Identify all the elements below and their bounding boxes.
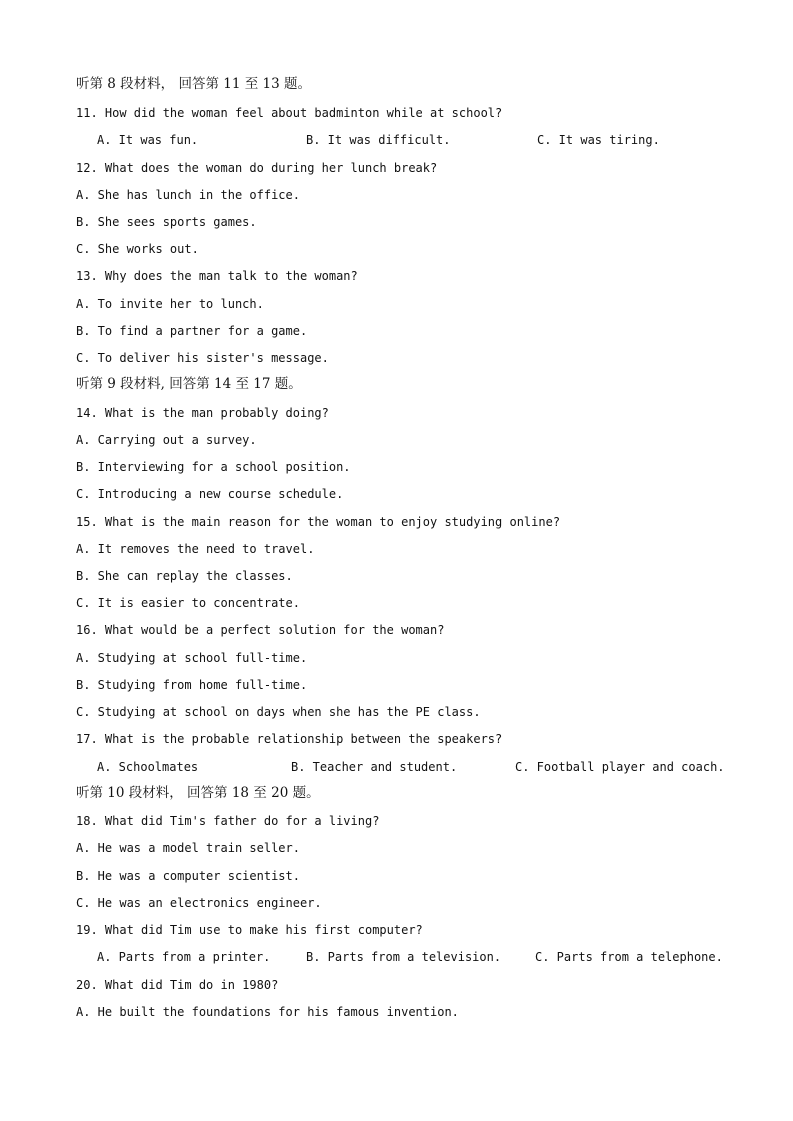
option-18-a[interactable]: A. He was a model train seller. [76,841,300,855]
option-16-a[interactable]: A. Studying at school full-time. [76,651,308,665]
question-12-stem: 12. What does the woman do during her lunch break? [76,161,438,175]
option-15-c[interactable]: C. It is easier to concentrate. [76,596,300,610]
option-13-a[interactable]: A. To invite her to lunch. [76,297,264,311]
option-12-a[interactable]: A. She has lunch in the office. [76,188,300,202]
option-17-c[interactable]: C. Football player and coach. [515,760,725,774]
question-16-stem: 16. What would be a perfect solution for the woman? [76,623,445,637]
section-heading-8: 听第 8 段材料， 回答第 11 至 13 题。 [76,76,311,92]
option-11-b[interactable]: B. It was difficult. [306,133,451,147]
option-17-a[interactable]: A. Schoolmates [97,760,199,774]
question-11-options [0,131,793,149]
option-15-a[interactable]: A. It removes the need to travel. [76,542,315,556]
question-17-stem: 17. What is the probable relationship between the speakers? [76,732,503,746]
section-heading-9: 听第 9 段材料, 回答第 14 至 17 题。 [76,376,302,392]
question-11-stem: 11. How did the woman feel about badminton while at school? [76,106,503,120]
option-20-a[interactable]: A. He built the foundations for his famous invention. [76,1005,459,1019]
option-16-b[interactable]: B. Studying from home full-time. [76,678,308,692]
question-15-stem: 15. What is the main reason for the woman to enjoy studying online? [76,515,561,529]
option-14-c[interactable]: C. Introducing a new course schedule. [76,487,344,501]
option-14-a[interactable]: A. Carrying out a survey. [76,433,257,447]
question-13-stem: 13. Why does the man talk to the woman? [76,269,358,283]
question-19-stem: 19. What did Tim use to make his first computer? [76,923,423,937]
question-20-stem: 20. What did Tim do in 1980? [76,978,279,992]
option-16-c[interactable]: C. Studying at school on days when she has the PE class. [76,705,481,719]
question-14-stem: 14. What is the man probably doing? [76,406,329,420]
section-heading-10: 听第 10 段材料， 回答第 18 至 20 题。 [76,785,320,801]
option-12-c[interactable]: C. She works out. [76,242,199,256]
option-13-c[interactable]: C. To deliver his sister's message. [76,351,329,365]
option-15-b[interactable]: B. She can replay the classes. [76,569,293,583]
option-18-b[interactable]: B. He was a computer scientist. [76,869,300,883]
question-17-options [0,758,793,776]
option-13-b[interactable]: B. To find a partner for a game. [76,324,308,338]
option-11-a[interactable]: A. It was fun. [97,133,199,147]
option-12-b[interactable]: B. She sees sports games. [76,215,257,229]
option-19-b[interactable]: B. Parts from a television. [306,950,502,964]
option-17-b[interactable]: B. Teacher and student. [291,760,458,774]
option-11-c[interactable]: C. It was tiring. [537,133,660,147]
option-18-c[interactable]: C. He was an electronics engineer. [76,896,322,910]
question-19-options [0,948,793,966]
option-14-b[interactable]: B. Interviewing for a school position. [76,460,351,474]
option-19-c[interactable]: C. Parts from a telephone. [535,950,723,964]
option-19-a[interactable]: A. Parts from a printer. [97,950,271,964]
question-18-stem: 18. What did Tim's father do for a living? [76,814,380,828]
